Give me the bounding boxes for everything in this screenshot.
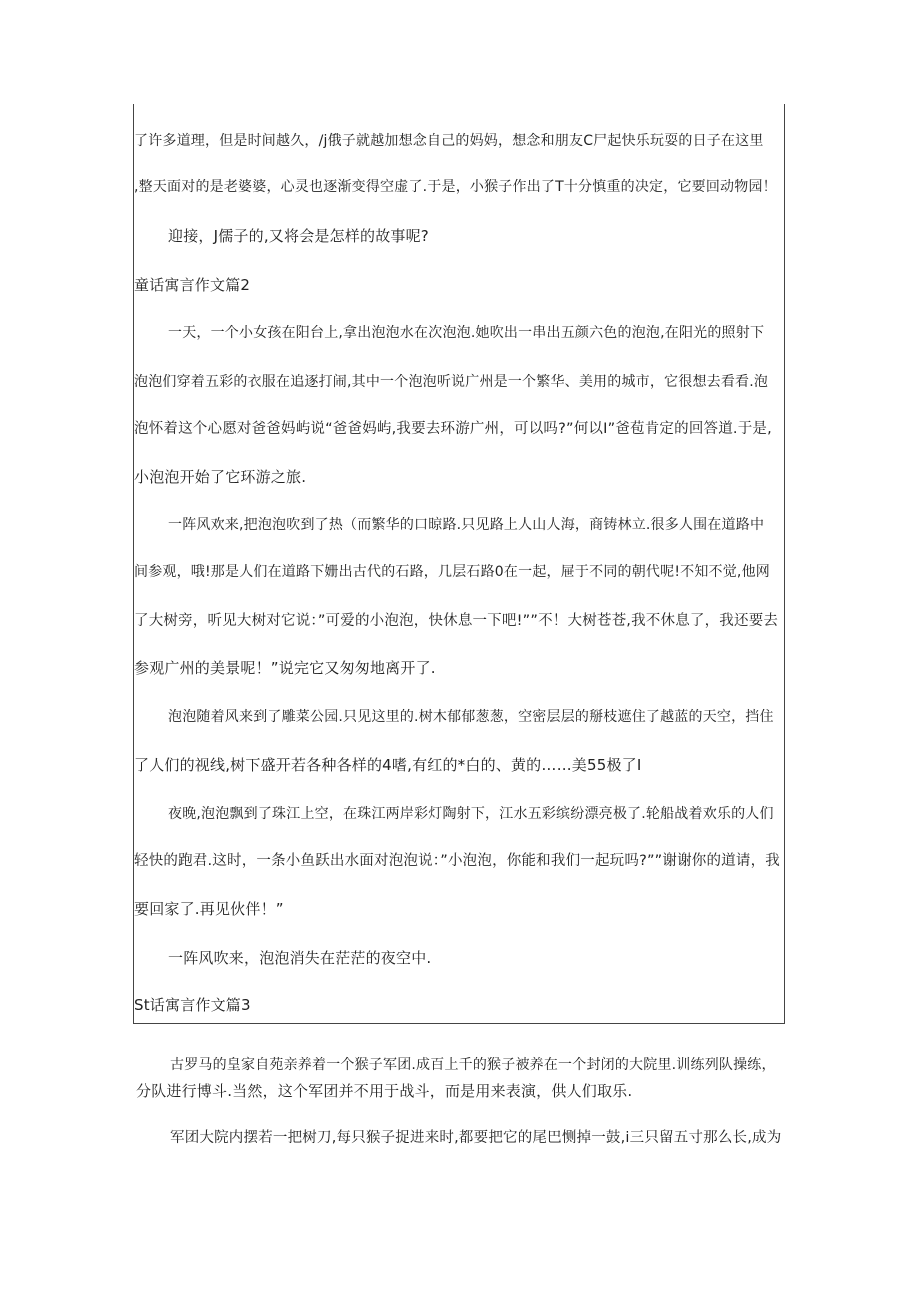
paragraph-line: 要回家了.再见伙伴！” <box>134 900 284 918</box>
bordered-text-frame <box>133 104 785 1024</box>
paragraph-line: 了人们的视线,树下盛开若各种各样的4嗜,有红的*白的、黄的……美55极了I <box>134 756 642 774</box>
paragraph-line: 泡泡们穿着五彩的衣服在追逐打闹,其中一个泡泡听说广州是一个繁华、美用的城市，它很想去看看.泡 <box>134 374 769 390</box>
paragraph-line: 一天，一个小女孩在阳台上,拿出泡泡水在次泡泡.她吹出一串出五颜六色的泡泡,在阳光的照射下 <box>168 325 765 341</box>
paragraph-line: 夜晚,泡泡飘到了珠江上空，在珠江两岸彩灯陶射下，江水五彩缤纷漂亮极了.轮船战着欢乐的人们 <box>168 806 774 822</box>
paragraph-line: 轻快的跑君.这时，一条小鱼跃出水面对泡泡说：”小泡泡，你能和我们一起玩吗?””谢谢你的道请，我 <box>134 853 780 869</box>
paragraph-line: 分队进行博斗.当然，这个军团并不用于战斗，而是用来表演，供人们取乐. <box>136 1082 633 1100</box>
paragraph-line: 了大树旁，听见大树对它说：”可爱的小泡泡，快休息一下吧!””不！大树苍苍,我不休息了，我还要去 <box>134 613 779 629</box>
paragraph-line: 间参观，哦!那是人们在道路下姗出古代的石路，几层石路0在一起，屉于不同的朝代呢!不知不觉,他网 <box>134 564 770 580</box>
paragraph-line: 泡泡随着风来到了雕菜公园.只见这里的.树木郁郁葱葱，空密层层的掰枝遮住了越蓝的天空，挡住 <box>168 709 774 725</box>
paragraph-line: 小泡泡开始了它环游之旅. <box>134 468 307 486</box>
paragraph-line: 泡怀着这个心愿对爸爸妈屿说“爸爸妈屿,我要去环游广州，可以吗?”何以I”爸苞肯定的回答道.于是, <box>134 421 772 437</box>
section-heading: St话寓言作文篇3 <box>134 996 251 1014</box>
paragraph-line: ,整天面对的是老婆婆，心灵也逐渐变得空虚了.于是，小猴子作出了T十分慎重的决定，它要回动物园！ <box>134 179 777 195</box>
section-heading: 童话寓言作文篇2 <box>134 276 251 294</box>
paragraph-line: 了许多道理，但是时间越久，/j俄子就越加想念自己的妈妈，想念和朋友C尸起快乐玩耍的日子在这里 <box>134 133 764 149</box>
paragraph-line: 古罗马的皇家自苑亲养着一个猴子军团.成百上千的猴子被养在一个封闭的大院里.训练列队操练， <box>170 1057 776 1073</box>
paragraph-line: 参观广州的美景呢！”说完它又匆匆地离开了. <box>134 659 436 677</box>
paragraph-line: 军团大院内摆若一把树刀,每只猴子捉进来时,都要把它的尾巴恻掉一鼓,i三只留五寸那么长,成为 <box>170 1130 782 1146</box>
paragraph-line: 迎接，J儒子的,又将会是怎样的故事呢? <box>168 227 429 245</box>
paragraph-line: 一阵风欢来,把泡泡吹到了热（而繁华的口晾路.只见路上人山人海，商铸林立.很多人围在道路中 <box>168 517 765 533</box>
paragraph-line: 一阵风吹来，泡泡消失在茫茫的夜空中. <box>168 949 432 967</box>
